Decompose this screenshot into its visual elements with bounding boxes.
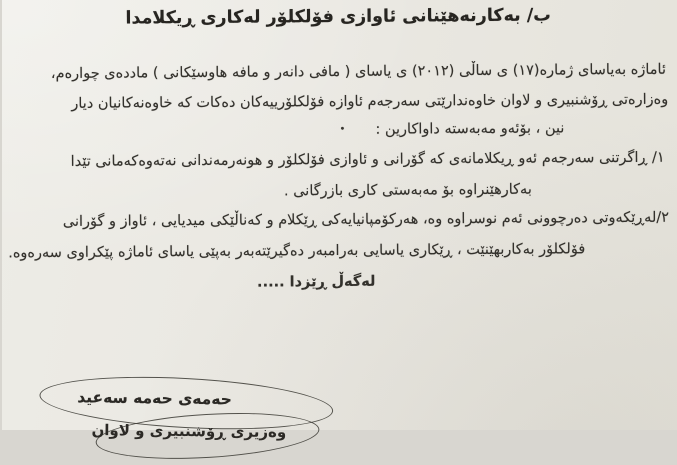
signature-role-partial: وەزیری ڕۆشنبیری و لاوان <box>91 421 287 442</box>
scanned-document <box>2 0 677 442</box>
signature-block <box>1 0 677 442</box>
document-sheet <box>1 0 677 442</box>
document-title: ب/ بەکارنەهێنانی ئاوازی فۆلکلۆر لەکاری ڕیکلامدا <box>125 5 551 29</box>
body-line-text: نین ، بۆئەو مەبەستە داواکارین : <box>375 120 565 138</box>
body-line: فۆلکلۆر بەکاربهێنێت ، ڕێکاری یاسایی بەرامبەر دەگیرێتەبەر بەپێی یاسای ئاماژە پێکراوی سەرەوە. <box>8 241 586 262</box>
bullet-dot-icon: • <box>339 123 346 135</box>
body-line: بەکارهێنراوە بۆ مەبەستی کاری بازرگانی . <box>283 181 532 200</box>
body-line: ٢/لەڕێکەوتی دەرچوونی ئەم نوسراوە وە، هەرکۆمپانیایەکی ڕێکلام و کەناڵێکی میدیایی ، ئاواز و گۆرانی <box>62 209 670 230</box>
closing-salutation: لەگەڵ ڕێزدا ..... <box>256 273 376 291</box>
body-line: وەزارەتی ڕۆشنبیری و لاوان خاوەندارێتی سەرجەم ئاوازە فۆلکلۆرییەکان دەکات کە خاوەنەکانیان دیار <box>71 91 669 112</box>
body-line: ئاماژە بەیاسای ژمارە(١٧) ی ساڵی (٢٠١٢) ی یاسای ( مافی دانەر و مافە هاوسێکانی ) ماددەی چوارەم، <box>50 61 667 83</box>
signature-name: حەمەی حەمە سەعید <box>77 388 233 409</box>
body-line: ١/ ڕاگرتنی سەرجەم ئەو ڕیکلامانەی کە گۆرانی و ئاوازی فۆلکلۆر و هونەرمەندانی نەتەوەکەمانی تێدا <box>70 149 665 170</box>
